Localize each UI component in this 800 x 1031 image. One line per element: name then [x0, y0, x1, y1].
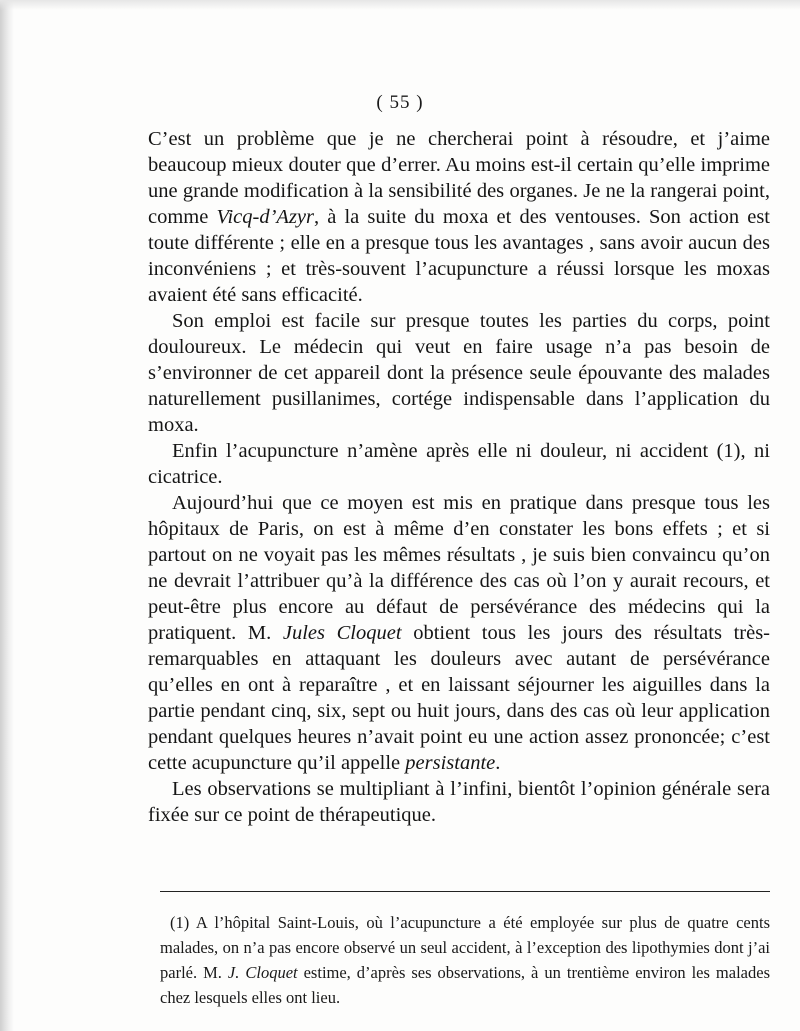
- paragraph-1-text-a: C’est un problème que je ne chercherai point à résoudre, et j’aime beaucoup mieux douter que d’errer. Au moins est-il certain qu’elle imprime une grande modification à la sensibilité des organes. Je ne la rangerai point, comme: [148, 128, 770, 228]
- page-top-shadow: [0, 0, 800, 10]
- footnote-text: [160, 910, 770, 1010]
- paragraph-3: Enfin l’acupuncture n’amène après elle ni douleur, ni accident (1), ni cicatrice.: [148, 440, 770, 488]
- page-number: ( 55 ): [376, 92, 424, 113]
- paragraph-1-author-name: Vicq-d’Azyr: [216, 206, 314, 228]
- footnote-author-name: J. Cloquet: [227, 963, 298, 982]
- paragraph-4-text-a: Aujourd’hui que ce moyen est mis en pratique dans presque tous les hôpitaux de Paris, on est à même d’en constater les bons effets ; et si partout on ne voyait pas les mêmes résultats , je suis bien convaincu qu’on ne devrait l’attribuer qu’à la différence des cas où l’on y aurait recours, et peut-être plus encore au défaut de persévérance des médecins qui la pratiquent. M.: [148, 492, 770, 644]
- page-edge-shadow: [0, 0, 14, 1031]
- paragraph-4-text-e: .: [495, 752, 501, 774]
- paragraph-4-text-c: obtient tous les jours des résultats très-remarquables en attaquant les douleurs avec autant de persévérance qu’elles en ont à reparaître , et en laissant séjourner les aiguilles dans la partie pendant cinq, six, sept ou huit jours, dans des cas où leur application pendant quelques heures n’avait point eu une action assez prononcée; c’est cette acupuncture qu’il appelle: [148, 622, 770, 774]
- paragraph-4-term: persistante: [405, 752, 496, 774]
- paragraph-4: [148, 490, 770, 776]
- paragraph-1: [148, 126, 770, 308]
- paragraph-2: Son emploi est facile sur presque toutes les parties du corps, point douloureux. Le médecin qui veut en faire usage n’a pas besoin de s’environner de cet appareil dont la présence seule épouvante des malades naturellement pusillanimes, cortége indispensable dans l’application du moxa.: [148, 310, 770, 436]
- footnote: [160, 910, 770, 1010]
- footnote-divider: [160, 891, 770, 892]
- body-text: [148, 126, 770, 828]
- paragraph-4-author-name: Jules Cloquet: [282, 622, 402, 644]
- paragraph-5: Les observations se multipliant à l’infini, bientôt l’opinion générale sera fixée sur ce point de thérapeutique.: [148, 778, 770, 826]
- footnote-text-a: (1) A l’hôpital Saint-Louis, où l’acupuncture a été employée sur plus de quatre cents malades, on n’a pas encore observé un seul accident, à l’exception des lipothymies dont j’ai parlé. M.: [160, 913, 770, 982]
- footnote-text-c: estime, d’après ses observations, à un trentième environ les malades chez lesquels elles ont lieu.: [160, 963, 770, 1007]
- paragraph-1-text-c: , à la suite du moxa et des ventouses. Son action est toute différente ; elle en a presque tous les avantages , sans avoir aucun des inconvéniens ; et très-souvent l’acupuncture a réussi lorsque les moxas avaient été sans efficacité.: [148, 206, 770, 306]
